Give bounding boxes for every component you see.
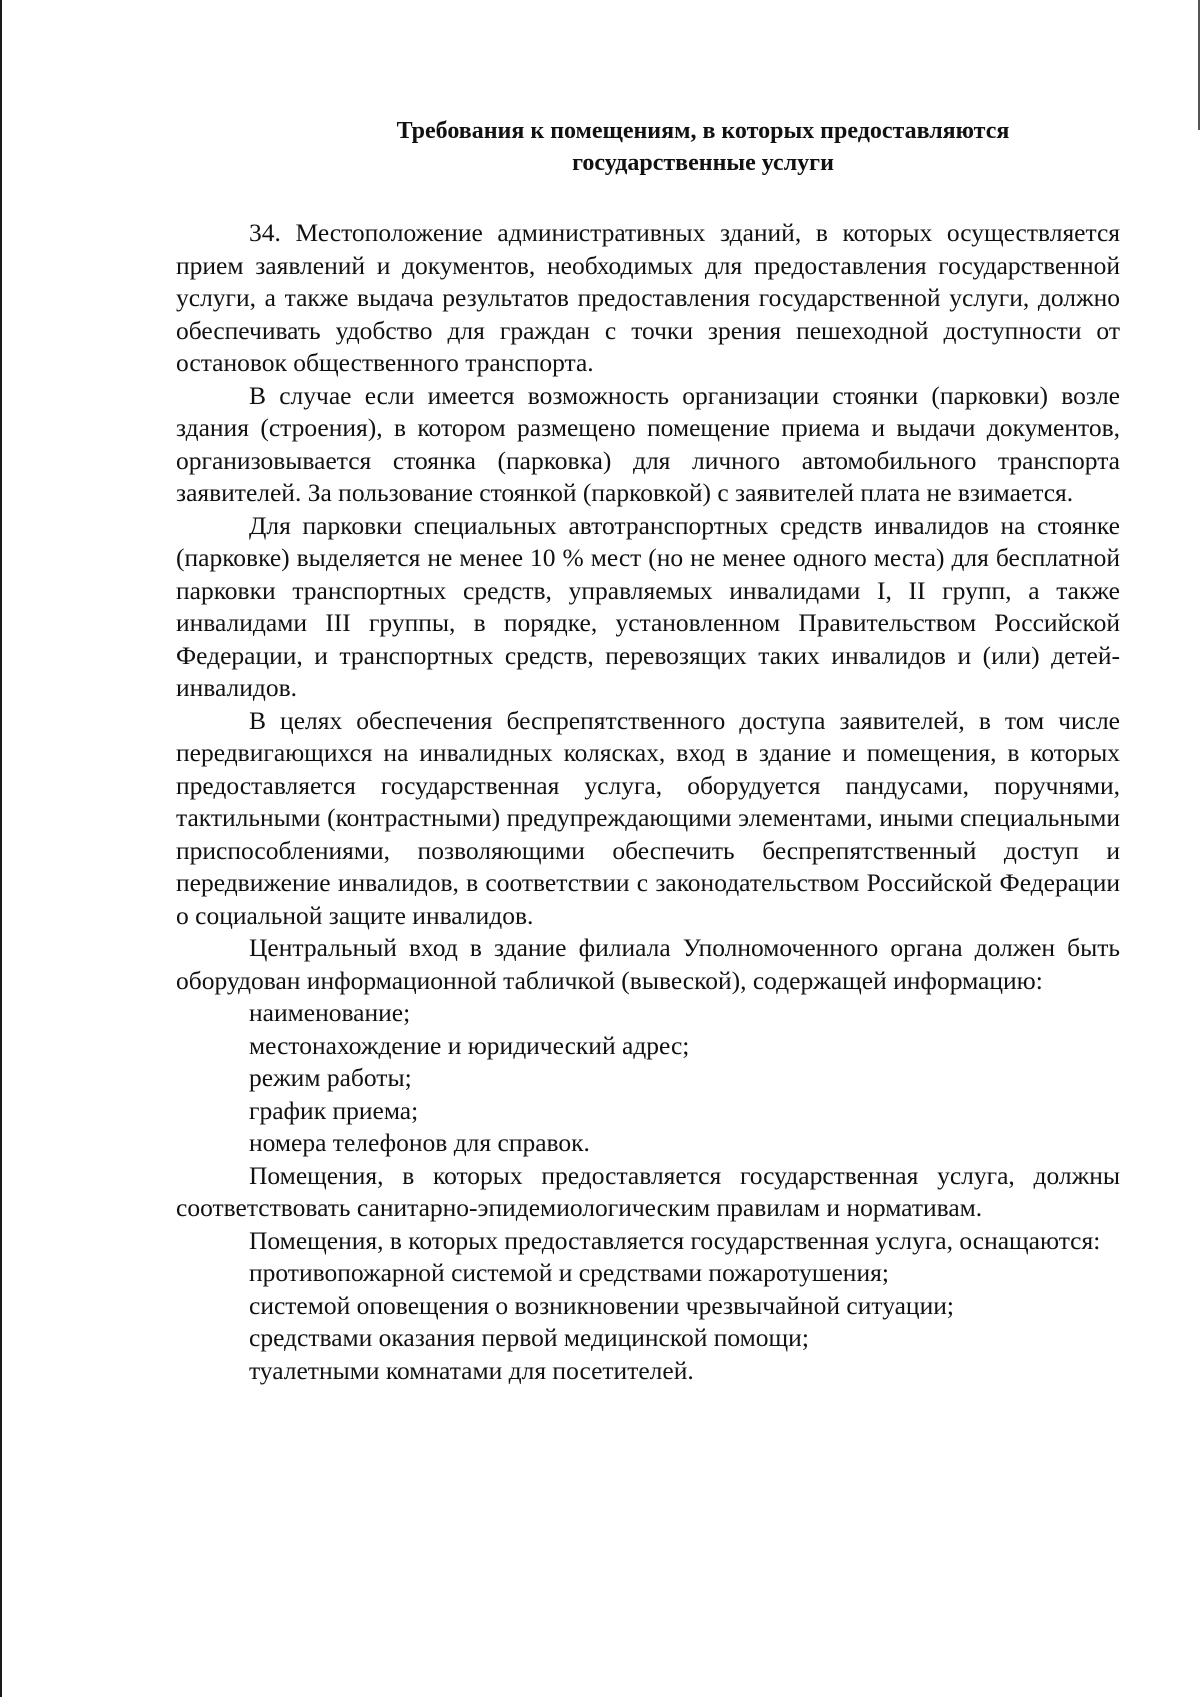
paragraph-equipped: Помещения, в которых предоставляется государственная услуга, оснащаются:	[249, 1225, 1101, 1255]
scan-left-edge	[0, 0, 2, 1697]
section-title	[286, 115, 1120, 179]
section-title-line-2: государственные услуги	[572, 150, 834, 176]
paragraph-disabled-parking: Для парковки специальных автотранспортных средств инвалидов на стоянке (парковке) выделяется не менее 10 % мест (но не менее одного места) для бесплатной парковки транспортных средств, управляемых инвалидами I, II групп, а также инвалидами III группы, в порядке, установленном Правительством Российской Федерации, и транспортных средств, перевозящих таких инвалидов и (или) детей-инвалидов.	[176, 510, 1120, 702]
document-page	[176, 115, 1120, 1387]
list-item: противопожарной системой и средствами пожаротушения;	[249, 1258, 889, 1287]
list-item: туалетными комнатами для посетителей.	[249, 1355, 694, 1385]
list-item: средствами оказания первой медицинской помощи;	[249, 1323, 809, 1352]
paragraph-entrance-sign: Центральный вход в здание филиала Уполномоченного органа должен быть оборудован информационной табличкой (вывеской), содержащей информацию:	[176, 933, 1120, 995]
list-item: местонахождение и юридический адрес;	[249, 1030, 690, 1060]
list-item: номера телефонов для справок.	[249, 1128, 590, 1157]
paragraph-parking: В случае если имеется возможность организации стоянки (парковки) возле здания (строения), в котором размещено помещение приема и выдачи документов, организовывается стоянка (парковка) для личного автомобильного транспорта заявителей. За пользование стоянкой (парковкой) с заявителей плата не взимается.	[176, 380, 1120, 507]
list-item: режим работы;	[249, 1063, 412, 1092]
paragraph-34-location: 34. Местоположение административных зданий, в которых осуществляется прием заявлений и документов, необходимых для предоставления государственной услуги, а также выдача результатов предоставления государственной услуги, должно обеспечивать удобство для граждан с точки зрения пешеходной доступности от остановок общественного транспорта.	[176, 218, 1120, 377]
document-body	[176, 217, 1120, 1387]
paragraph-accessibility: В целях обеспечения беспрепятственного доступа заявителей, в том числе передвигающихся на инвалидных колясках, вход в здание и помещения, в которых предоставляется государственная услуга, оборудуется пандусами, поручнями, тактильными (контрастными) предупреждающими элементами, иными специальными приспособлениями, позволяющими обеспечить беспрепятственный доступ и передвижение инвалидов, в соответствии с законодательством Российской Федерации о социальной защите инвалидов.	[176, 705, 1120, 930]
list-item: наименование;	[249, 998, 411, 1027]
section-title-line-1: Требования к помещениям, в которых предоставляются	[396, 118, 1010, 144]
list-item: график приема;	[249, 1095, 419, 1125]
list-item: системой оповещения о возникновении чрезвычайной ситуации;	[249, 1290, 954, 1320]
paragraph-sanitary: Помещения, в которых предоставляется государственная услуга, должны соответствовать санитарно-эпидемиологическим правилам и нормативам.	[176, 1160, 1120, 1222]
